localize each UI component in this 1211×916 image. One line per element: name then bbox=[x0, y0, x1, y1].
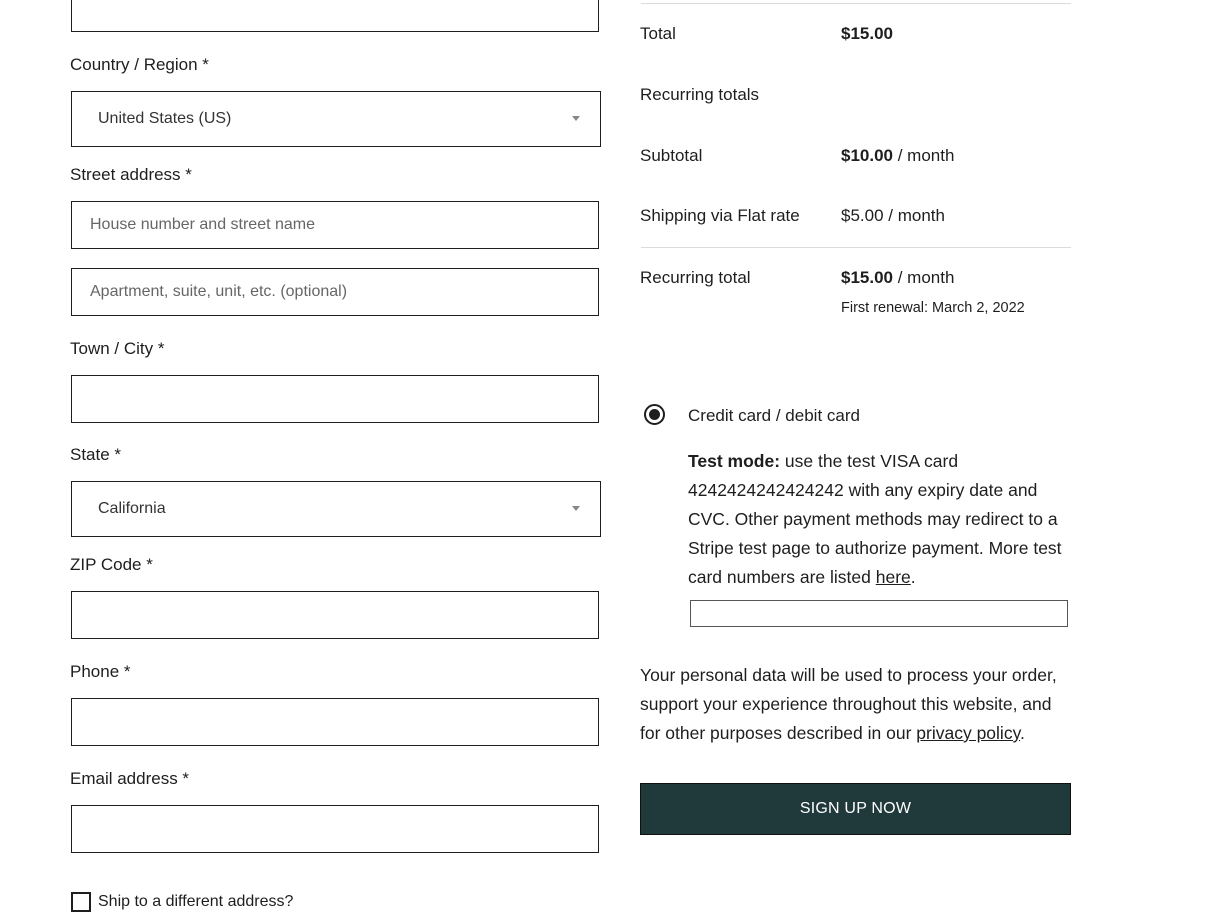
radio-dot-icon bbox=[649, 409, 660, 420]
street-address-1-input[interactable] bbox=[72, 202, 598, 248]
total-value: $15.00 bbox=[841, 24, 893, 43]
address-partial-input[interactable] bbox=[72, 0, 598, 31]
test-mode-notice bbox=[688, 447, 1074, 592]
recurring-totals-heading: Recurring totals bbox=[640, 85, 760, 104]
email-field[interactable] bbox=[71, 805, 599, 853]
sign-up-now-button[interactable]: SIGN UP NOW bbox=[640, 783, 1071, 835]
test-mode-text: use the test VISA card 4242424242424242 with any expiry date and CVC. Other payment methods may redirect to a Stripe test page to authorize payment. More test card numbers are listed bbox=[688, 451, 1062, 587]
phone-field[interactable] bbox=[71, 698, 599, 746]
privacy-period: . bbox=[1020, 723, 1025, 743]
recurring-total-value-row bbox=[841, 268, 954, 288]
city-field[interactable] bbox=[71, 375, 599, 423]
subtotal-label: Subtotal bbox=[640, 146, 703, 165]
ship-different-label: Ship to a different address? bbox=[98, 893, 294, 910]
payment-method-radio[interactable] bbox=[644, 404, 665, 425]
country-label: Country / Region * bbox=[70, 55, 209, 74]
address-partial-field[interactable] bbox=[71, 0, 599, 32]
divider bbox=[641, 247, 1071, 248]
subtotal-period: / month bbox=[893, 146, 955, 165]
phone-label: Phone * bbox=[70, 662, 131, 681]
divider bbox=[641, 3, 1071, 4]
zip-field[interactable] bbox=[71, 591, 599, 639]
test-mode-period: . bbox=[910, 567, 916, 587]
recurring-total-value: $15.00 bbox=[841, 268, 893, 287]
street-address-label: Street address * bbox=[70, 165, 192, 184]
recurring-total-label: Recurring total bbox=[640, 268, 751, 287]
country-select[interactable] bbox=[71, 91, 601, 147]
city-label: Town / City * bbox=[70, 339, 165, 358]
phone-input[interactable] bbox=[72, 699, 598, 745]
payment-method-label: Credit card / debit card bbox=[688, 406, 860, 425]
chevron-down-icon bbox=[572, 116, 580, 121]
recurring-total-period: / month bbox=[893, 268, 955, 287]
privacy-notice bbox=[640, 661, 1076, 748]
privacy-text: Your personal data will be used to process your order, support your experience throughout this website, and for other purposes described in our bbox=[640, 665, 1057, 743]
city-input[interactable] bbox=[72, 376, 598, 422]
shipping-label: Shipping via Flat rate bbox=[640, 206, 800, 225]
street-address-2-field[interactable] bbox=[71, 268, 599, 316]
state-label: State * bbox=[70, 445, 122, 464]
ship-different-checkbox[interactable] bbox=[71, 892, 91, 912]
test-mode-bold: Test mode: bbox=[688, 451, 781, 471]
subtotal-value: $10.00 bbox=[841, 146, 893, 165]
state-select-value: California bbox=[98, 500, 166, 517]
card-element-field[interactable] bbox=[690, 600, 1068, 627]
email-label: Email address * bbox=[70, 769, 190, 788]
country-select-value: United States (US) bbox=[98, 110, 232, 127]
test-cards-link[interactable]: here bbox=[875, 567, 911, 587]
subtotal-value-row bbox=[841, 146, 954, 166]
first-renewal-text: First renewal: March 2, 2022 bbox=[841, 300, 1025, 316]
chevron-down-icon bbox=[572, 506, 580, 511]
state-select[interactable] bbox=[71, 481, 601, 537]
street-address-2-input[interactable] bbox=[72, 269, 598, 315]
email-input[interactable] bbox=[72, 806, 598, 852]
zip-input[interactable] bbox=[72, 592, 598, 638]
zip-label: ZIP Code * bbox=[70, 555, 153, 574]
shipping-value: $5.00 / month bbox=[841, 206, 945, 225]
total-label: Total bbox=[640, 24, 676, 43]
privacy-policy-link[interactable]: privacy policy bbox=[916, 723, 1021, 743]
street-address-1-field[interactable] bbox=[71, 201, 599, 249]
